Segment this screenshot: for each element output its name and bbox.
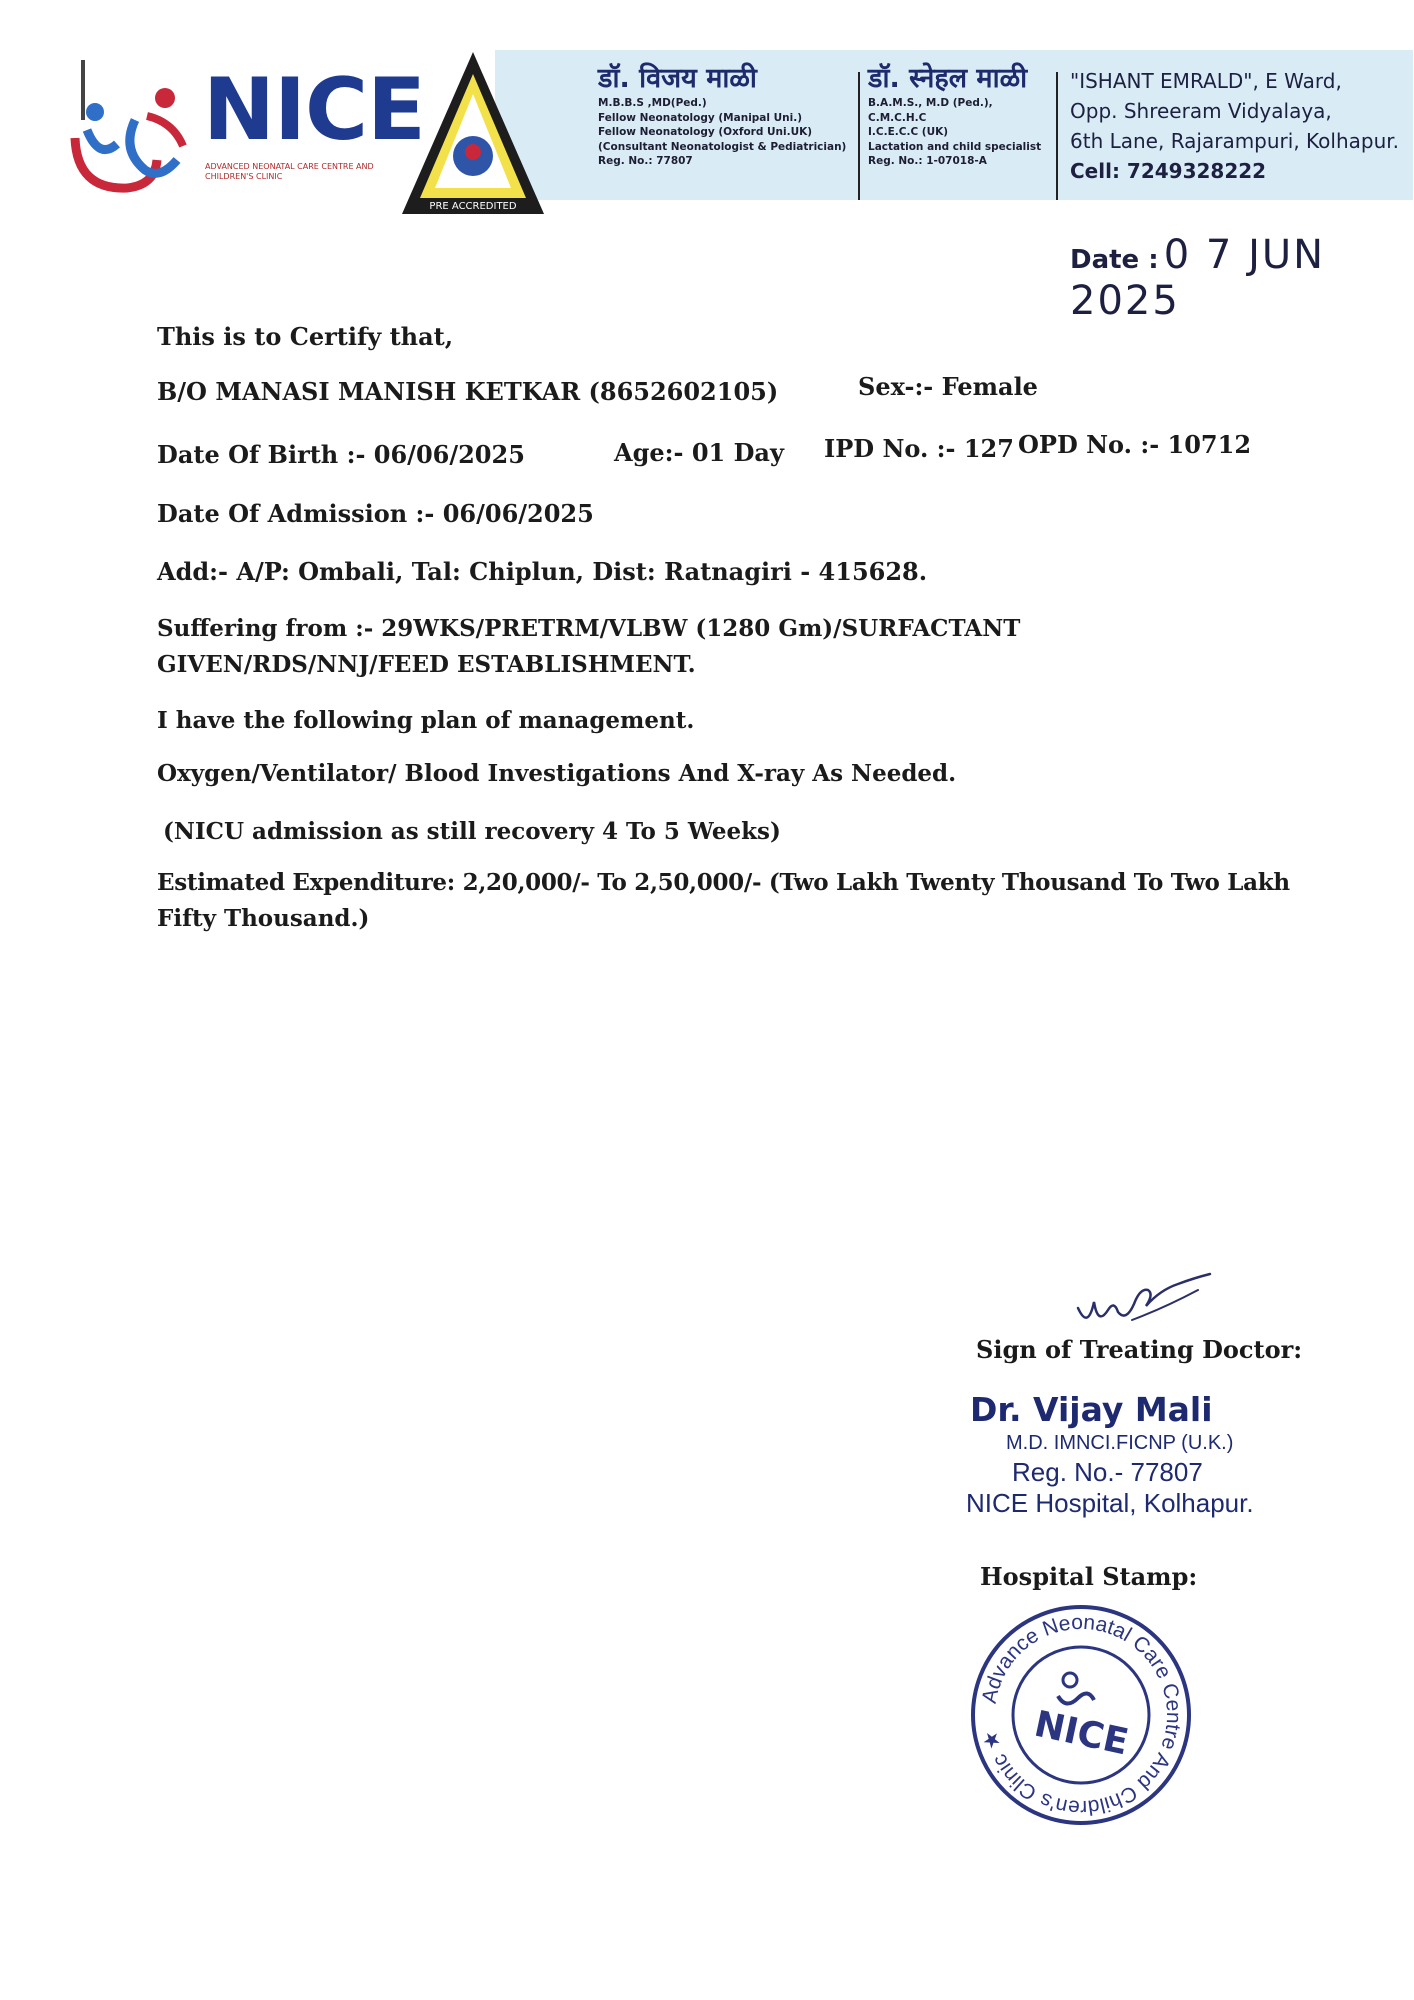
diagnosis-line: GIVEN/RDS/NNJ/FEED ESTABLISHMENT.	[157, 651, 696, 678]
hospital-stamp	[966, 1600, 1196, 1830]
treating-doctor-name: Dr. Vijay Mali	[970, 1390, 1213, 1429]
doctor1-block	[598, 62, 860, 169]
doctor2-line: Lactation and child specialist	[868, 140, 1042, 153]
doctor1-line: Fellow Neonatology (Oxford Uni.UK)	[598, 126, 813, 138]
certificate-date	[1070, 232, 1414, 324]
doctor1-line: (Consultant Neonatologist & Pediatrician)	[598, 140, 847, 153]
badge-text: PRE ACCREDITED	[429, 201, 517, 212]
nice-logo-icon	[65, 60, 205, 200]
patient-age: Age:- 01 Day	[614, 438, 784, 467]
nicu-note: (NICU admission as still recovery 4 To 5 Weeks)	[163, 818, 781, 845]
logo-subtitle: ADVANCED NEONATAL CARE CENTRE AND CHILDREN'S CLINIC	[205, 162, 374, 181]
doctor2-line: Reg. No.: 1-07018-A	[868, 155, 987, 167]
logo-wordmark: NICE	[203, 60, 425, 160]
certificate-intro: This is to Certify that,	[157, 322, 454, 351]
doctor-registration: Reg. No.- 77807	[1012, 1457, 1203, 1487]
expenditure-line: Fifty Thousand.)	[157, 905, 370, 932]
opd-number: OPD No. :- 10712	[1018, 430, 1252, 459]
expenditure-line: Estimated Expenditure: 2,20,000/- To 2,50,000/- (Two Lakh Twenty Thousand To Two Lakh	[157, 869, 1290, 896]
doctor-signature	[1068, 1260, 1218, 1340]
doctor1-line: M.B.B.S ,MD(Ped.)	[598, 97, 707, 109]
doctor2-name: डॉ. स्नेहल माळी	[868, 63, 1028, 94]
doctor1-name: डॉ. विजय माळी	[598, 63, 757, 94]
stamp-ring-text: Advance Neonatal Care Centre And Children's Clinic ★	[977, 1610, 1186, 1820]
doctor1-line: Fellow Neonatology (Manipal Uni.)	[598, 111, 803, 124]
accreditation-badge	[398, 48, 548, 218]
hospital-address	[1070, 66, 1410, 186]
date-of-birth: Date Of Birth :- 06/06/2025	[157, 440, 525, 469]
doctor-hospital: NICE Hospital, Kolhapur.	[966, 1488, 1254, 1518]
signature-label: Sign of Treating Doctor:	[976, 1335, 1303, 1364]
stamp-center-text: NICE	[1030, 1703, 1132, 1764]
divider	[858, 72, 860, 200]
patient-sex: Sex-:- Female	[858, 372, 1038, 401]
plan-intro: I have the following plan of management.	[157, 707, 695, 734]
address-line: 6th Lane, Rajarampuri, Kolhapur.	[1070, 129, 1400, 153]
doctor2-block	[868, 62, 1048, 169]
divider	[1056, 72, 1058, 200]
hospital-phone: Cell: 7249328222	[1070, 159, 1267, 183]
patient-address: Add:- A/P: Ombali, Tal: Chiplun, Dist: Ratnagiri - 415628.	[157, 557, 928, 586]
doctor2-line: I.C.E.C.C (UK)	[868, 126, 949, 138]
ipd-number: IPD No. :- 127	[824, 434, 1014, 463]
date-of-admission: Date Of Admission :- 06/06/2025	[157, 499, 594, 528]
stamp-logo-icon	[1058, 1673, 1094, 1704]
doctor-qualification: M.D. IMNCI.FICNP (U.K.)	[1006, 1432, 1234, 1454]
doctor2-line: B.A.M.S., M.D (Ped.),	[868, 97, 993, 109]
date-label: Date :	[1070, 245, 1159, 275]
date-value: 0 7 JUN 2025	[1070, 232, 1326, 324]
diagnosis-line: Suffering from :- 29WKS/PRETRM/VLBW (1280 Gm)/SURFACTANT	[157, 615, 1021, 642]
stamp-label: Hospital Stamp:	[980, 1562, 1198, 1591]
address-line: "ISHANT EMRALD", E Ward,	[1070, 69, 1342, 93]
plan-of-management: Oxygen/Ventilator/ Blood Investigations And X-ray As Needed.	[157, 760, 957, 787]
doctor2-line: C.M.C.H.C	[868, 111, 927, 124]
address-line: Opp. Shreeram Vidyalaya,	[1070, 99, 1332, 123]
doctor1-line: Reg. No.: 77807	[598, 155, 693, 167]
patient-name: B/O MANASI MANISH KETKAR (8652602105)	[157, 377, 779, 406]
hospital-logo	[65, 40, 425, 200]
